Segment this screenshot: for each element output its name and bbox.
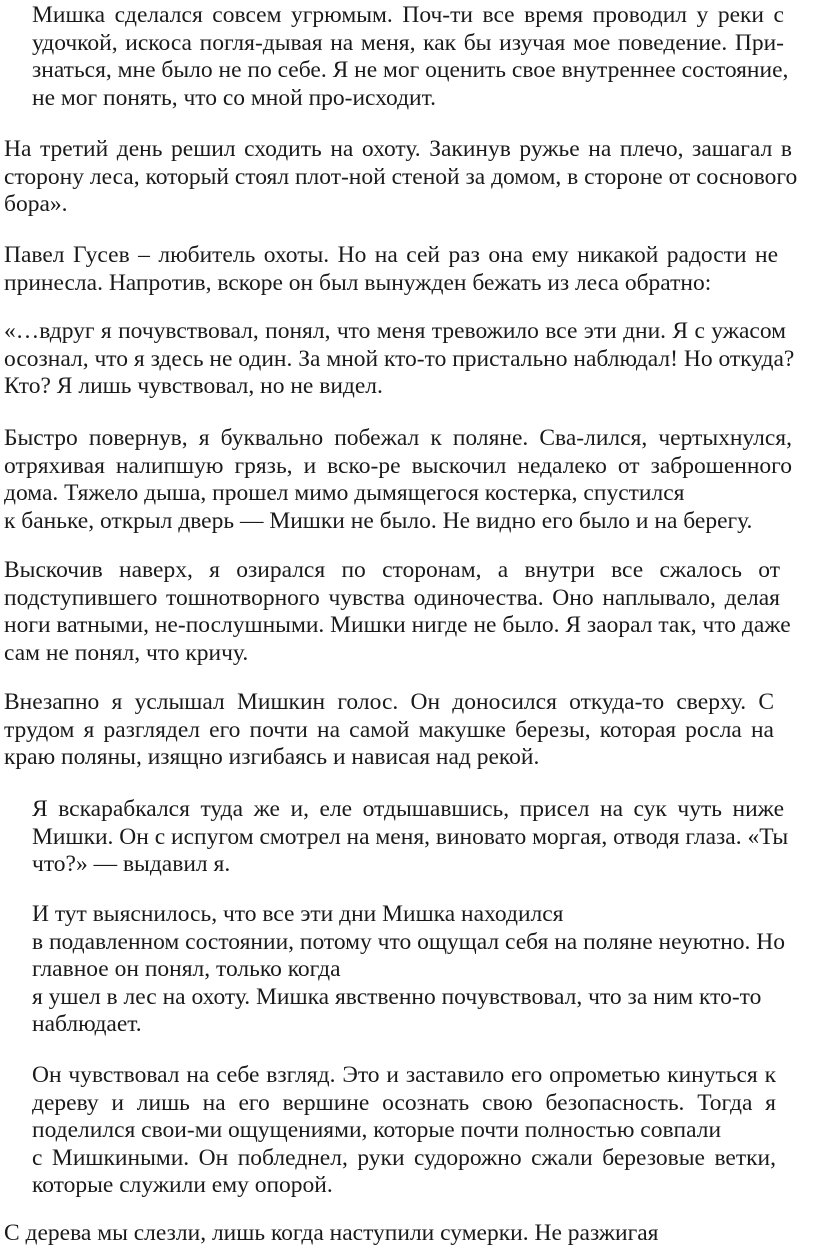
text-line: трудом я разглядел его почти на самой макушке березы, которая росла на xyxy=(4,716,774,743)
paragraph-4 xyxy=(4,318,795,401)
text-line: с Мишкиными. Он побледнел, руки судорожно сжали березовые ветки, xyxy=(32,1144,776,1171)
text-line: На третий день решил сходить на охоту. Закинув ружье на плечо, зашагал в xyxy=(4,136,792,162)
text-line: удочкой, искоса погля-дывая на меня, как бы изучая мое поведение. При- xyxy=(32,29,784,56)
paragraph-10 xyxy=(32,1062,776,1200)
text-line: И тут выяснилось, что все эти дни Мишка находился xyxy=(32,901,564,927)
text-line: знаться, мне было не по себе. Я не мог оценить свое внутреннее состояние, xyxy=(32,57,789,84)
text-line: Быстро повернув, я буквально побежал к поляне. Сва-лился, чертыхнулся, xyxy=(4,425,792,451)
text-line: подступившего тошнотворного чувства одиночества. Оно наплывало, делая xyxy=(4,584,780,611)
text-line: осознал, что я здесь не один. За мной кто-то пристально наблюдал! Но откуда? xyxy=(4,345,795,372)
text-line: С дерева мы слезли, лишь когда наступили сумерки. Не разжигая xyxy=(4,1220,659,1246)
text-line: принесла. Напротив, вскоре он был вынужден бежать из леса обратно: xyxy=(4,269,712,296)
text-line: Я вскарабкался туда же и, еле отдышавшись, присел на сук чуть ниже xyxy=(32,796,784,822)
text-line: Мишка сделался совсем угрюмым. Поч-ти все время проводил у реки с xyxy=(32,2,784,28)
paragraph-11 xyxy=(4,1220,774,1248)
text-line: Внезапно я услышал Мишкин голос. Он доносился откуда-то сверху. С xyxy=(4,689,774,715)
text-line: бора». xyxy=(4,191,68,218)
text-line: дома. Тяжело дыша, прошел мимо дымящегося костерка, спустился xyxy=(4,480,685,507)
text-line: Выскочив наверх, я озирался по сторонам, а внутри все сжалось от xyxy=(4,557,780,583)
paragraph-2 xyxy=(4,136,798,219)
text-line: сторону леса, который стоял плот-ной стеной за домом, в стороне от соснового xyxy=(4,163,798,190)
text-line: в подавленном состоянии, потому что ощущал себя на поляне неуютно. Но xyxy=(32,928,786,955)
text-line: не мог понять, что со мной про-исходит. xyxy=(32,84,437,111)
text-line: главное он понял, только когда xyxy=(32,956,341,983)
paragraph-8 xyxy=(32,796,789,879)
text-line: поделился свои-ми ощущениями, которые почти полностью совпали xyxy=(32,1117,722,1144)
text-line: «…вдруг я почувствовал, понял, что меня тревожило все эти дни. Я с ужасом xyxy=(4,318,786,344)
paragraph-6 xyxy=(4,557,791,667)
text-line: к баньке, открыл дверь — Мишки не было. Не видно его было и на берегу. xyxy=(4,507,753,534)
text-line: Он чувствовал на себе взгляд. Это и заставило его опрометью кинуться к xyxy=(32,1062,776,1088)
text-line: сам не понял, что кричу. xyxy=(4,639,249,666)
text-line: ноги ватными, не-послушными. Мишки нигде не было. Я заорал так, что даже xyxy=(4,612,791,639)
text-line: что?» — выдавил я. xyxy=(32,851,231,878)
text-line: Павел Гусев – любитель охоты. Но на сей раз она ему никакой радости не xyxy=(4,242,778,268)
paragraph-3 xyxy=(4,242,778,297)
text-line: Мишки. Он с испугом смотрел на меня, виновато моргая, отводя глаза. «Ты xyxy=(32,823,789,850)
text-line: отряхивая налипшую грязь, и вско-ре выскочил недалеко от заброшенного xyxy=(4,452,792,479)
text-line: я ушел в лес на охоту. Мишка явственно почувствовал, что за ним кто-то xyxy=(32,983,762,1010)
text-line: наблюдает. xyxy=(32,1011,142,1038)
text-line: дереву и лишь на его вершине осознать свою безопасность. Тогда я xyxy=(32,1089,776,1116)
text-line: краю поляны, изящно изгибаясь и нависая над рекой. xyxy=(4,744,540,771)
paragraph-5 xyxy=(4,425,792,535)
text-line: которые служили ему опорой. xyxy=(32,1172,333,1199)
paragraph-7 xyxy=(4,689,774,772)
paragraph-1 xyxy=(32,2,789,112)
text-line: Кто? Я лишь чувствовал, но не видел. xyxy=(4,373,383,400)
paragraph-9 xyxy=(32,901,784,1039)
